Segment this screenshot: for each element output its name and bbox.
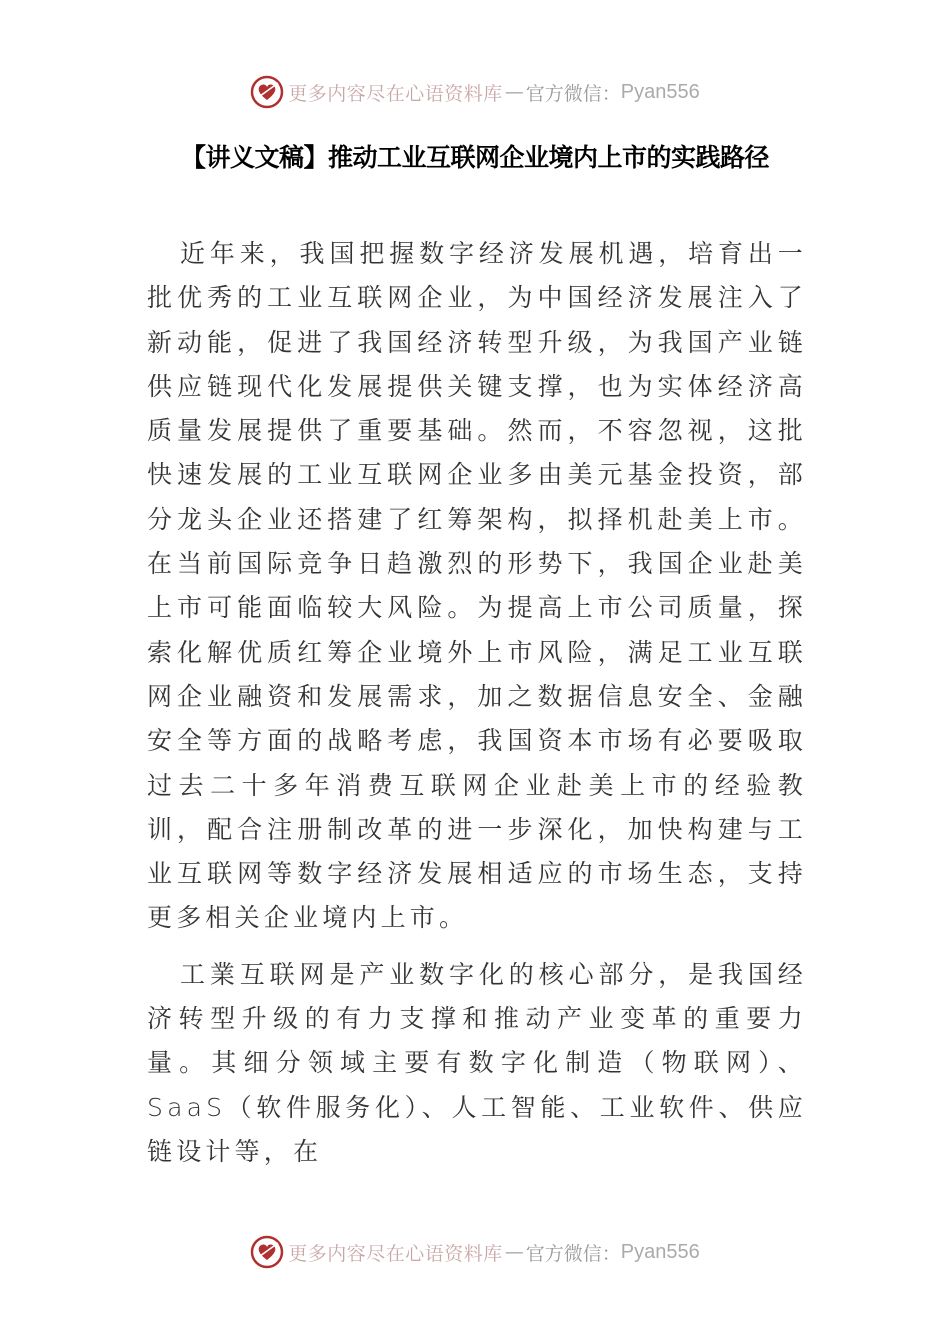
watermark-weixin-id: Pyan556 [620,1240,700,1263]
watermark-dash: — [504,1241,524,1263]
paragraph-2: 工業互联网是产业数字化的核心部分，是我国经济转型升级的有力支撑和推动产业变革的重要力量。其细分领域主要有数字化制造（物联网）、SaaS（软件服务化）、人工智能、工业软件、供应链设计等，在 [147,959,807,1166]
watermark-text: 更多内容尽在心语资料库 [288,82,503,105]
watermark-text: 更多内容尽在心语资料库 [288,1242,503,1265]
heart-logo-icon [250,1235,284,1269]
document-title: 【讲义文稿】推动工业互联网企业境内上市的实践路径 [180,143,769,172]
footer-watermark [0,1232,950,1272]
watermark-weixin-id: Pyan556 [620,80,700,103]
heart-logo-icon [250,75,284,109]
header-watermark [0,72,950,112]
paragraph-1: 近年来，我国把握数字经济发展机遇，培育出一批优秀的工业互联网企业，为中国经济发展注入了新动能，促进了我国经济转型升级，为我国产业链供应链现代化发展提供关键支撑，也为实体经济高质量发展提供了重要基础。然而，不容忽视，这批快速发展的工业互联网企业多由美元基金投资，部分龙头企业还搭建了红筹架构，拟择机赴美上市。在当前国际竞争日趋激烈的形势下，我国企业赴美上市可能面临较大风险。为提高上市公司质量，探索化解优质红筹企业境外上市风险，满足工业互联网企业融资和发展需求，加之数据信息安全、金融安全等方面的战略考虑，我国资本市场有必要吸取过去二十多年消费互联网企业赴美上市的经验教训，配合注册制改革的进一步深化，加快构建与工业互联网等数字经济发展相适应的市场生态，支持更多相关企业境内上市。 [147,239,807,933]
watermark-weixin-label: 官方微信： [525,1242,621,1265]
watermark-dash: — [504,81,524,103]
watermark-weixin-label: 官方微信： [525,82,621,105]
document-body [147,232,807,1174]
